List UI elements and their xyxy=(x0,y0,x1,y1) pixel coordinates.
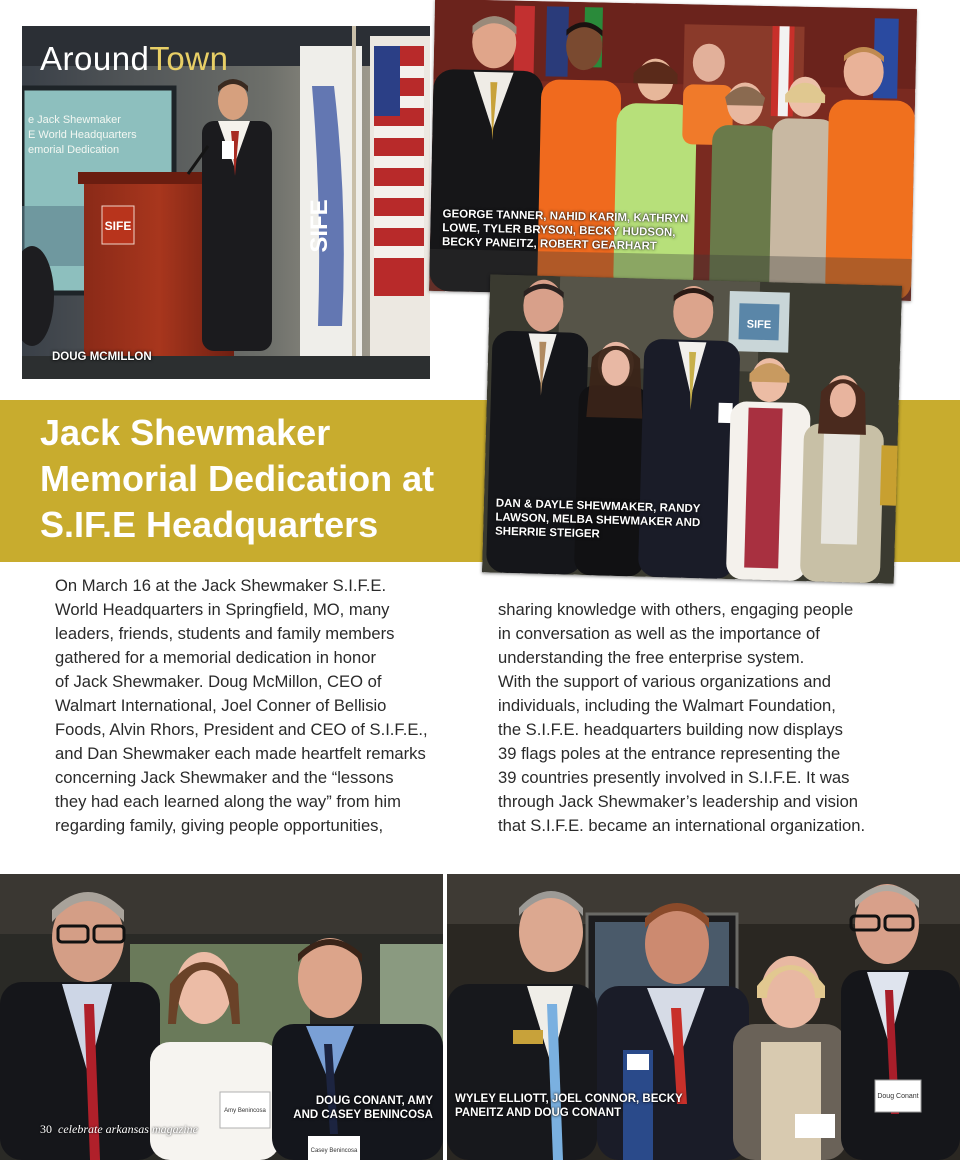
group-orange-scene xyxy=(429,0,917,301)
section-title-town: Town xyxy=(149,40,229,77)
badge-doug-conant: Doug Conant xyxy=(877,1093,919,1100)
photo-group-orange xyxy=(429,0,917,301)
badge-casey: Casey Benincosa xyxy=(310,1148,358,1154)
photo-conant-benincosa xyxy=(0,874,443,1160)
body-column-1 xyxy=(55,574,495,838)
body-column-2 xyxy=(498,598,928,838)
page-number: 30 xyxy=(40,1122,52,1136)
caption-group-orange: GEORGE TANNER, NAHID KARIM, KATHRYN LOWE, TYLER BRYSON, BECKY HUDSON, BECKY PANEITZ, ROBERT GEARHART xyxy=(441,208,689,253)
flag-text: SIFE xyxy=(306,199,333,253)
podium-scene xyxy=(22,26,430,379)
screen-line-3: emorial Dedication xyxy=(28,144,120,156)
page-folio xyxy=(40,1122,198,1137)
body-column-1-text: On March 16 at the Jack Shewmaker S.I.F.E. World Headquarters in Springfield, MO, many leaders, friends, students and family members gathered for a memorial dedication in honor of Jack Shewmaker. Doug McMillon, CEO of Walmart International, Joel Conner of Bellisio Foods, Alvin Rhors, President and CEO of S.I.F.E., and Dan Shewmaker each made heartfelt remarks concerning Jack Shewmaker and the “lessons they had each learned along the way” from him regarding family, giving people opportunities, xyxy=(55,576,428,835)
screen-line-2: E World Headquarters xyxy=(28,129,137,141)
headline: Jack Shewmaker Memorial Dedication at S.IF.E Headquarters xyxy=(40,412,435,545)
badge-amy: Amy Benincosa xyxy=(224,1108,266,1114)
section-title xyxy=(40,40,228,78)
caption-podium: DOUG MCMILLON xyxy=(52,351,152,363)
body-column-2-text: sharing knowledge with others, engaging people in conversation as well as the importance of understanding the free enterprise system. With the support of various organizations and individuals, including the Walmart Foundation, the S.I.F.E. headquarters building now displays 39 flags poles at the entrance representing the 39 countries presently involved in S.I.F.E. It was through Jack Shewmaker’s leadership and vision that S.I.F.E. became an international organization. xyxy=(498,600,866,835)
podium-logo: SIFE xyxy=(104,219,132,233)
caption-shewmaker-family: DAN & DAYLE SHEWMAKER, RANDY LAWSON, MELBA SHEWMAKER AND SHERRIE STEIGER xyxy=(494,497,701,541)
screen-line-1: e Jack Shewmaker xyxy=(28,114,121,126)
caption-conant-benincosa: DOUG CONANT, AMY AND CASEY BENINCOSA xyxy=(293,1095,433,1121)
section-title-around: Around xyxy=(40,40,150,77)
caption-elliott-group: WYLEY ELLIOTT, JOEL CONNOR, BECKY PANEITZ AND DOUG CONANT xyxy=(455,1093,683,1119)
photo-podium xyxy=(22,26,430,379)
photo-shewmaker-family xyxy=(482,274,902,583)
screen-logo: SIFE xyxy=(746,318,772,332)
photo-elliott-group xyxy=(447,874,960,1160)
publication-name: celebrate arkansas magazine xyxy=(58,1122,198,1136)
